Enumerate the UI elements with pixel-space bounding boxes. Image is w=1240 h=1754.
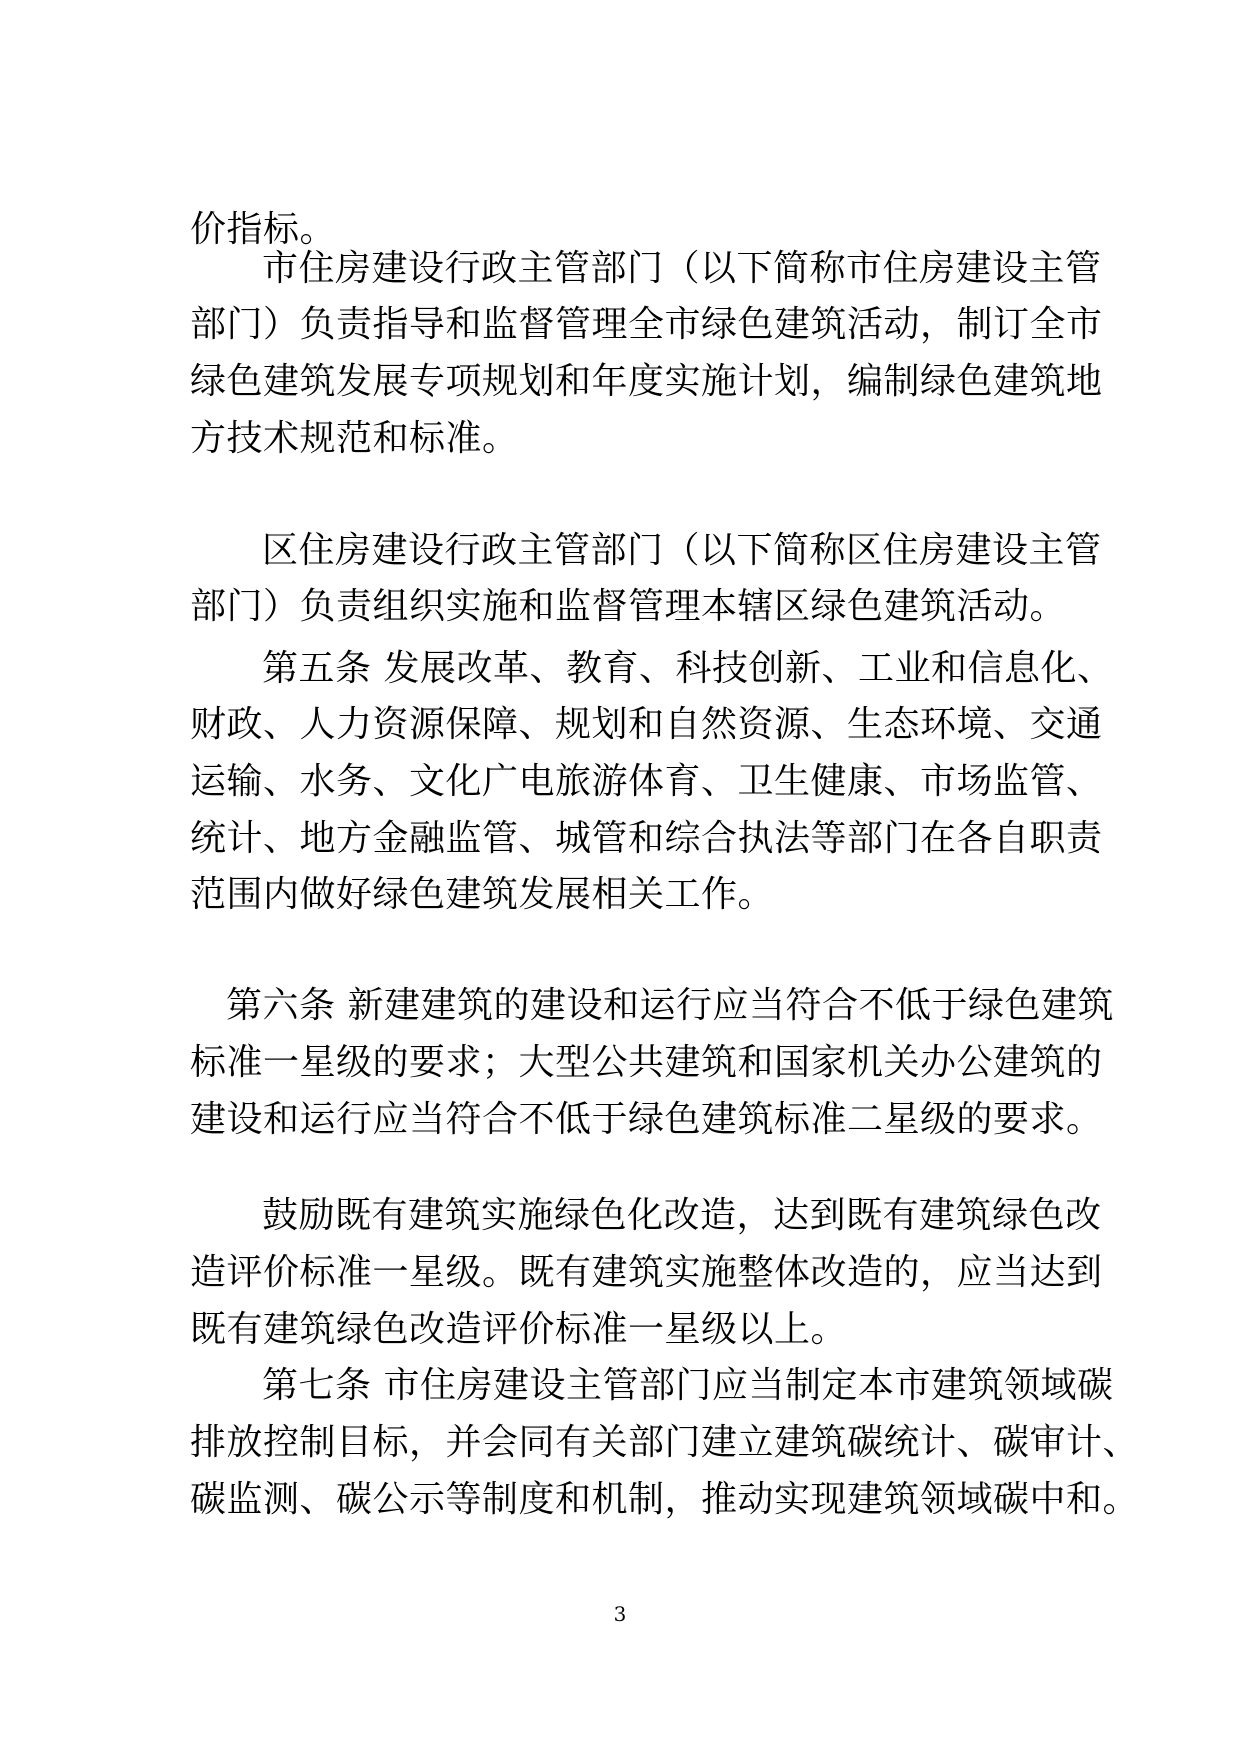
text-line: 方技术规范和标准。 [190,418,519,459]
text-line: 绿色建筑发展专项规划和年度实施计划，编制绿色建筑地 [190,361,1103,402]
text-line: 范围内做好绿色建筑发展相关工作。 [190,874,775,915]
text-line: 第七条 市住房建设主管部门应当制定本市建筑领域碳 [262,1365,1114,1406]
text-line: 部门）负责组织实施和监督管理本辖区绿色建筑活动。 [190,586,1067,627]
text-line: 碳监测、碳公示等制度和机制，推动实现建筑领域碳中和。 [190,1479,1140,1520]
text-line: 财政、人力资源保障、规划和自然资源、生态环境、交通 [190,704,1103,745]
text-line: 统计、地方金融监管、城管和综合执法等部门在各自职责 [190,818,1103,859]
text-line: 价指标。 [190,209,337,250]
text-line: 第五条 发展改革、教育、科技创新、工业和信息化、 [262,648,1114,689]
text-line: 标准一星级的要求；大型公共建筑和国家机关办公建筑的 [190,1042,1103,1083]
text-line: 建设和运行应当符合不低于绿色建筑标准二星级的要求。 [190,1099,1103,1140]
text-line: 排放控制目标，并会同有关部门建立建筑碳统计、碳审计、 [190,1422,1140,1463]
page-number: 3 [613,1602,627,1626]
text-line: 运输、水务、文化广电旅游体育、卫生健康、市场监管、 [190,761,1103,802]
text-line: 部门）负责指导和监督管理全市绿色建筑活动，制订全市 [190,304,1103,345]
text-line: 市住房建设行政主管部门（以下简称市住房建设主管 [262,248,1102,289]
text-line: 鼓励既有建筑实施绿色化改造，达到既有建筑绿色改 [262,1195,1102,1236]
text-line: 区住房建设行政主管部门（以下简称区住房建设主管 [262,530,1102,571]
text-line: 第六条 新建建筑的建设和运行应当符合不低于绿色建筑 [226,985,1114,1026]
text-line: 造评价标准一星级。既有建筑实施整体改造的，应当达到 [190,1252,1103,1293]
text-line: 既有建筑绿色改造评价标准一星级以上。 [190,1309,848,1350]
